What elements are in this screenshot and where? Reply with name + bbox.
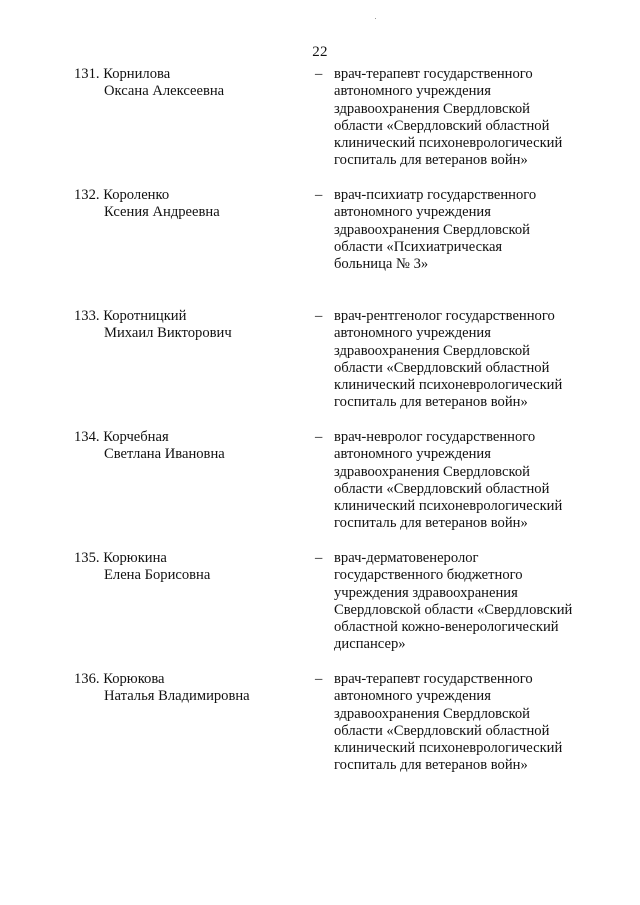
surname: Корнилова — [103, 66, 171, 82]
position-description — [334, 671, 614, 775]
entry-number: 131. — [74, 66, 100, 82]
surname: Корюкина — [103, 550, 167, 566]
description-line: Свердловской области «Свердловский — [334, 601, 573, 618]
description-line: здравоохранения Свердловской — [334, 100, 530, 117]
entry-number: 134. — [74, 429, 100, 445]
description-line: автономного учреждения — [334, 83, 491, 100]
entry-number: 132. — [74, 187, 100, 203]
description-line: врач-психиатр государственного — [334, 187, 537, 203]
entries-list — [0, 66, 640, 792]
list-item — [0, 671, 640, 792]
description-line: госпиталь для ветеранов войн» — [334, 152, 528, 169]
scan-speck — [375, 18, 376, 19]
description-line: врач-дерматовенеролог — [334, 550, 479, 566]
list-item — [0, 550, 640, 671]
given-name: Оксана Алексеевна — [104, 83, 225, 100]
person-name — [74, 429, 225, 464]
description-line: госпиталь для ветеранов войн» — [334, 757, 528, 774]
description-line: здравоохранения Свердловской — [334, 342, 530, 359]
description-line: клинический психоневрологический — [334, 135, 563, 152]
surname: Корчебная — [103, 429, 169, 445]
description-line: диспансер» — [334, 636, 406, 653]
description-line: здравоохранения Свердловской — [334, 221, 530, 238]
description-line: врач-рентгенолог государственного — [334, 308, 555, 324]
description-line: госпиталь для ветеранов войн» — [334, 515, 528, 532]
description-line: области «Психиатрическая — [334, 238, 503, 255]
description-line: здравоохранения Свердловской — [334, 463, 530, 480]
dash: – — [315, 550, 323, 566]
dash: – — [315, 308, 323, 324]
dash: – — [315, 671, 323, 687]
entry-number: 133. — [74, 308, 100, 324]
description-line: клинический психоневрологический — [334, 498, 563, 515]
person-name — [74, 671, 250, 706]
description-line: области «Свердловский областной — [334, 480, 550, 497]
given-name: Наталья Владимировна — [104, 688, 250, 705]
person-name — [74, 308, 232, 343]
description-line: области «Свердловский областной — [334, 117, 550, 134]
list-item — [0, 187, 640, 308]
description-line: автономного учреждения — [334, 446, 491, 463]
description-line: автономного учреждения — [334, 204, 491, 221]
description-line: области «Свердловский областной — [334, 722, 550, 739]
dash: – — [315, 187, 323, 203]
surname: Корюкова — [103, 671, 165, 687]
description-line: областной кожно-венерологический — [334, 619, 559, 636]
description-line: клинический психоневрологический — [334, 377, 563, 394]
person-name — [74, 187, 220, 222]
page-number: 22 — [312, 44, 328, 60]
given-name: Елена Борисовна — [104, 567, 211, 584]
description-line: врач-терапевт государственного — [334, 671, 533, 687]
description-line: автономного учреждения — [334, 325, 491, 342]
entry-number: 135. — [74, 550, 100, 566]
description-line: врач-невролог государственного — [334, 429, 536, 445]
description-line: автономного учреждения — [334, 688, 491, 705]
description-line: больница № 3» — [334, 256, 429, 273]
position-description — [334, 66, 614, 170]
dash: – — [315, 429, 323, 445]
description-line: клинический психоневрологический — [334, 740, 563, 757]
position-description — [334, 308, 614, 412]
list-item — [0, 308, 640, 429]
description-line: врач-терапевт государственного — [334, 66, 533, 82]
list-item — [0, 429, 640, 550]
position-description — [334, 187, 614, 273]
list-item — [0, 66, 640, 187]
description-line: области «Свердловский областной — [334, 359, 550, 376]
position-description — [334, 550, 614, 654]
given-name: Михаил Викторович — [104, 325, 232, 342]
person-name — [74, 66, 224, 101]
description-line: государственного бюджетного — [334, 567, 523, 584]
person-name — [74, 550, 210, 585]
surname: Короленко — [103, 187, 170, 203]
description-line: здравоохранения Свердловской — [334, 705, 530, 722]
given-name: Ксения Андреевна — [104, 204, 220, 221]
dash: – — [315, 66, 323, 82]
position-description — [334, 429, 614, 533]
surname: Коротницкий — [103, 308, 187, 324]
description-line: госпиталь для ветеранов войн» — [334, 394, 528, 411]
given-name: Светлана Ивановна — [104, 446, 225, 463]
description-line: учреждения здравоохранения — [334, 584, 518, 601]
entry-number: 136. — [74, 671, 100, 687]
